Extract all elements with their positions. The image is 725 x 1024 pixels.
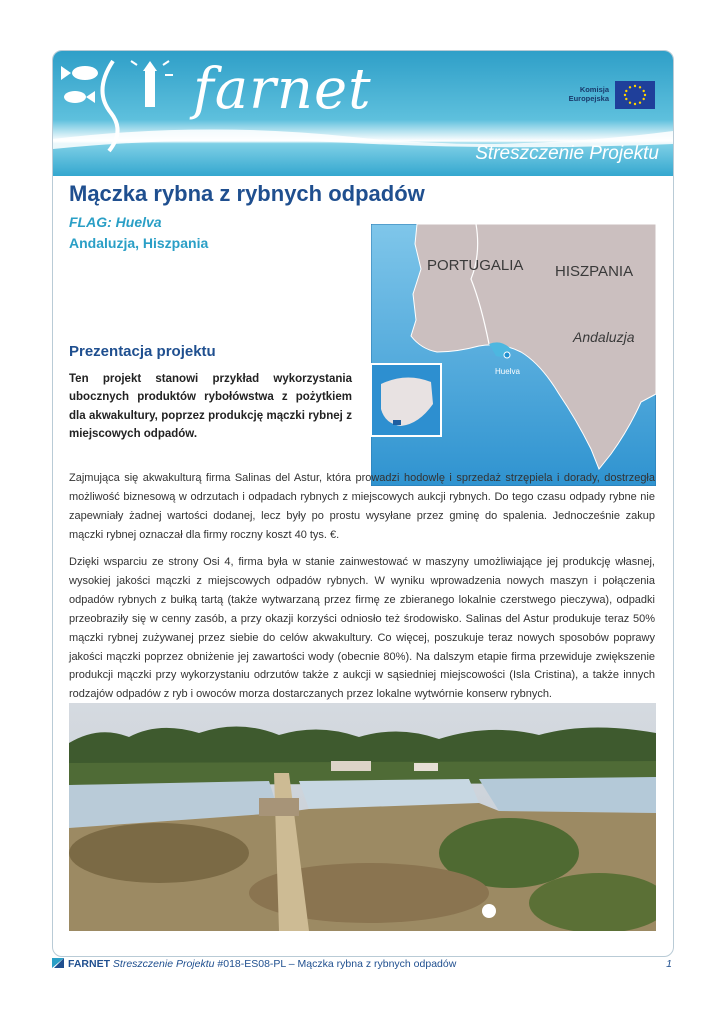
commission-label <box>565 86 609 103</box>
eu-flag-icon <box>615 81 655 109</box>
location-map <box>371 224 656 486</box>
map-label-spain: HISZPANIA <box>555 263 634 280</box>
flag-name: FLAG: Huelva <box>69 214 162 230</box>
project-photo <box>69 703 656 931</box>
commission-line-2: Europejska <box>568 94 609 103</box>
map-label-region: Andaluzja <box>573 329 635 345</box>
huelva-marker <box>504 352 510 358</box>
map-graphic <box>371 224 656 486</box>
aquaculture-ponds-photo <box>69 703 656 931</box>
footer-brand: FARNET <box>68 958 110 970</box>
document-type-subtitle: Streszczenie Projektu <box>475 143 659 164</box>
body-paragraph-1: Zajmująca się akwakulturą firma Salinas del Astur, która prowadzi hodowlę i sprzedaż strzępiela i dorady, dostrzegła możliwość biznesową w odrzutach i odpadach rybnych z miejscowych aukcji rybnych. Do tego czasu odpady rybne nie zapewniały żadnej wartości dodanej, lecz były po prostu wysyłane przez gminę do spalenia. Jednocześnie zakup mączki rybnej oznaczał dla firmy roczny koszt 40 tys. €. <box>69 472 655 541</box>
page-number: 1 <box>666 958 672 970</box>
european-commission-logo <box>565 81 655 109</box>
header-banner <box>53 51 673 176</box>
iberia-inset-map <box>371 364 441 436</box>
region-name: Andaluzja, Hiszpania <box>69 235 209 251</box>
summary-card <box>52 50 674 957</box>
body-paragraph-2: Dzięki wsparciu ze strony Osi 4, firma była w stanie zainwestować w maszyny umożliwiające jej produkcję własnej, wysokiej jakości mączki z miejscowych odpadów rybnych. W wyniku wprowadzenia nowych maszyn i połączenia odpadów rybnych z bułką tartą (także wytwarzaną przez firmę ze zbieranego lokalnie czerstwego pieczywa), odpadki przeobraziły się w cenny zasób, a przy okazji korzyści odniosło też środowisko. Salinas del Astur produkuje teraz 50% mączki rybnej zużywanej przez siebie do celów akwakultury. Co więcej, poszukuje teraz nowych sposobów poprawy jakości mączki poprzez obniżenie jej zawartości wody (obecnie 80%). Na dalszym etapie firma przewiduje zwiększenie produkcji mączki przy wykorzystaniu odrzutów także z aukcji w sąsiedniej miejscowości (Isla Cristina), a także innych rodzajów odpadów z ryb i owoców morza dostarczanych przez lokalne wytwórnie konserw rybnych. <box>69 556 655 701</box>
map-label-city: Huelva <box>495 367 520 376</box>
page-footer <box>52 958 672 970</box>
footer-series: Streszczenie Projektu <box>112 958 215 970</box>
map-label-portugal: PORTUGALIA <box>427 257 524 274</box>
section-heading: Prezentacja projektu <box>69 343 216 360</box>
page-title: Mączka rybna z rybnych odpadów <box>69 181 425 206</box>
intro-paragraph: Ten projekt stanowi przykład wykorzystania ubocznych produktów rybołówstwa z pożytkiem dla akwakultury, poprzez produkcję mączki rybnej z miejscowych odpadów. <box>69 373 352 441</box>
farnet-logo: farnet <box>193 57 372 122</box>
farnet-footer-icon <box>52 958 64 968</box>
commission-line-1: Komisja <box>579 85 609 95</box>
footer-code: #018-ES08-PL – Mączka rybna z rybnych odpadów <box>217 958 457 970</box>
